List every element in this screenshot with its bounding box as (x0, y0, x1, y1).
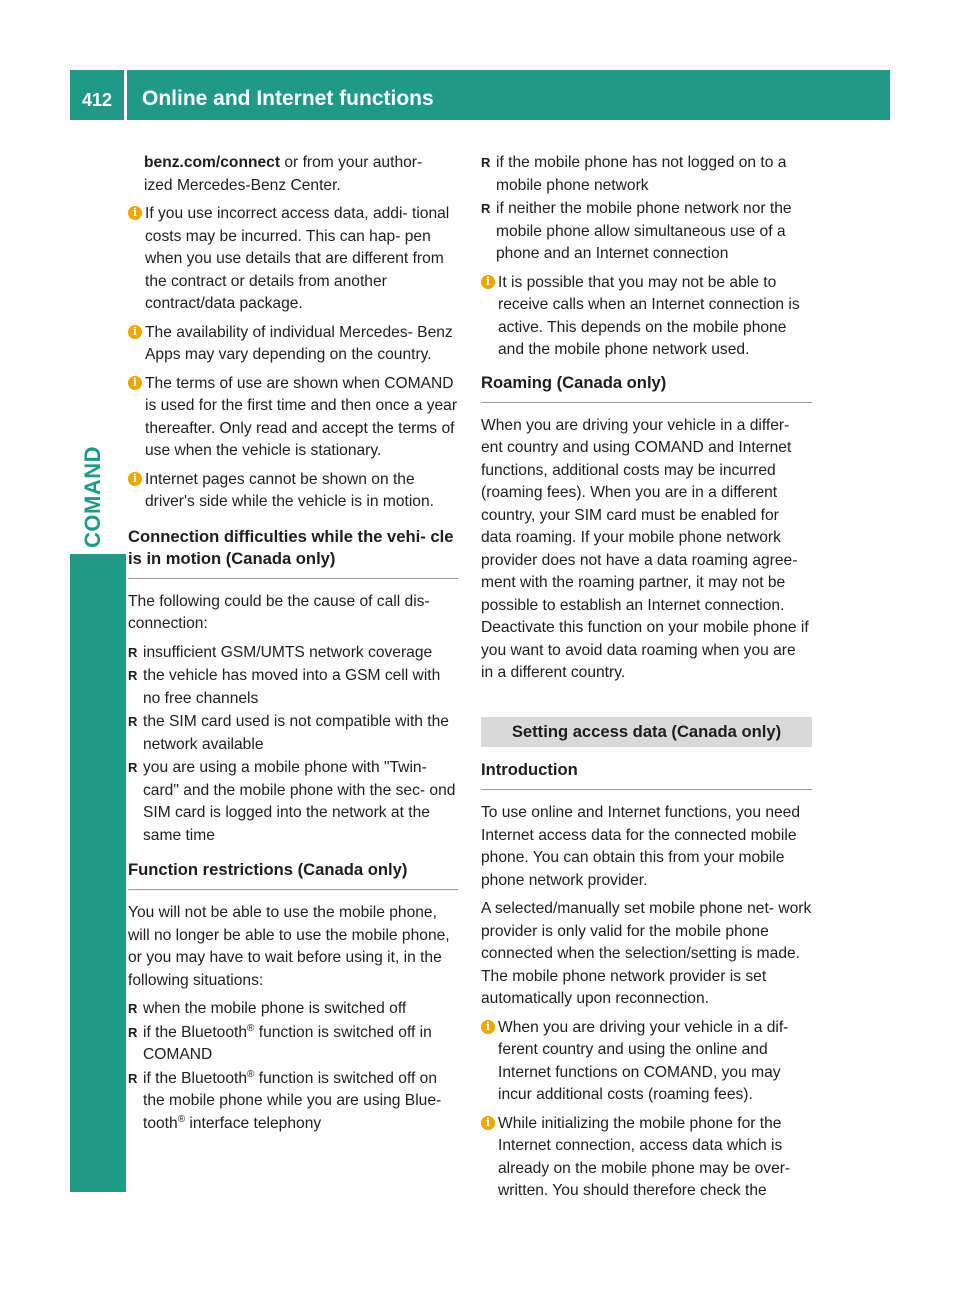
header-separator (124, 70, 127, 120)
info-note: i The availability of individual Mercedes- Benz Apps may vary depending on the country. (128, 322, 458, 367)
intro-paragraph: benz.com/connect or from your author- ized Mercedes-Benz Center. (144, 154, 423, 194)
bullet-icon: R (128, 668, 138, 683)
list-item: R if the mobile phone has not logged on to a mobile phone network (481, 154, 787, 194)
function-list-continued (481, 152, 812, 266)
info-icon: i (128, 206, 142, 220)
connection-list (128, 642, 458, 848)
info-note: i It is possible that you may not be able to receive calls when an Internet connection is active. This depends on the mobile phone and the mobile phone network used. (481, 272, 812, 362)
heading-connection-difficulties: Connection difficulties while the vehi- cle is in motion (Canada only) (128, 526, 458, 579)
list-item: R insufficient GSM/UMTS network coverage (128, 642, 458, 665)
list-item: R the SIM card used is not compatible with the network available (128, 713, 449, 753)
side-color-block (70, 554, 126, 1192)
list-item: R if neither the mobile phone network nor the mobile phone allow simultaneous use of a phone and an Internet connection (481, 200, 792, 262)
info-icon: i (481, 1116, 495, 1130)
info-icon: i (481, 1020, 495, 1034)
left-column (128, 152, 458, 1141)
info-note: i Internet pages cannot be shown on the driver's side while the vehicle is in motion. (128, 469, 458, 514)
function-intro: You will not be able to use the mobile phone, will no longer be able to use the mobile phone, or you may have to wait before using it, in the following situations: (128, 904, 450, 989)
info-icon: i (481, 275, 495, 289)
function-list (128, 998, 458, 1135)
connection-intro: The following could be the cause of call dis- connection: (128, 592, 430, 632)
info-note: i The terms of use are shown when COMAND is used for the first time and then once a year thereafter. Only read and accept the terms of use when the vehicle is stationary. (128, 373, 458, 463)
info-icon: i (128, 472, 142, 486)
registered-mark: ® (177, 1113, 186, 1125)
heading-roaming: Roaming (Canada only) (481, 372, 812, 403)
intro-paragraph-2: A selected/manually set mobile phone net- work provider is only valid for the mobile phone connected when the selection/setting is made. The mobile phone network provider is set automatically upon reconnection. (481, 900, 812, 1007)
page-number: 412 (81, 90, 113, 110)
info-icon: i (128, 376, 142, 390)
bullet-icon: R (128, 760, 138, 775)
bullet-icon: R (481, 201, 491, 216)
list-item: R the vehicle has moved into a GSM cell with no free channels (128, 667, 441, 707)
heading-introduction: Introduction (481, 759, 812, 790)
bullet-icon: R (128, 1070, 138, 1086)
right-column (481, 152, 812, 1209)
list-item: R you are using a mobile phone with "Twin- card" and the mobile phone with the sec- ond SIM card is logged into the network at the same time (128, 759, 456, 844)
bullet-icon: R (481, 155, 491, 170)
section-title-access-data: Setting access data (Canada only) (481, 717, 812, 748)
roaming-paragraph: When you are driving your vehicle in a differ- ent country and using COMAND and Internet functions, additional costs may be incurred (roaming fees). When you are in a different country, your SIM card must be enabled for data roaming. If your mobile phone network provider does not have a data roaming agree- ment with the roaming partner, it may not be possible to establish an Internet connection. Deactivate this function on your mobile phone if you want to avoid data roaming when you are in a different country. (481, 416, 809, 681)
list-item: R when the mobile phone is switched off (128, 998, 458, 1021)
list-item: R if the Bluetooth® function is switched off in COMAND (128, 1022, 432, 1063)
info-note: i If you use incorrect access data, addi- tional costs may be incurred. This can hap- pen when you use details that are different from the contract or details from another contract/data package. (128, 203, 458, 316)
info-icon: i (128, 325, 142, 339)
list-item: R if the Bluetooth® function is switched off on the mobile phone while you are using Blue- tooth® interface telephony (128, 1068, 442, 1132)
bullet-icon: R (128, 644, 138, 660)
bullet-icon: R (128, 714, 138, 729)
side-tab-label (80, 508, 106, 548)
page-title: Online and Internet functions (142, 87, 434, 110)
bullet-icon: R (128, 1024, 138, 1040)
heading-function-restrictions: Function restrictions (Canada only) (128, 859, 458, 890)
bullet-icon: R (128, 1001, 138, 1016)
intro-url: benz.com/connect (144, 154, 281, 171)
registered-mark: ® (247, 1068, 255, 1080)
registered-mark: ® (247, 1022, 255, 1034)
intro-paragraph-1: To use online and Internet functions, you need Internet access data for the connected mobile phone. You can obtain this from your mobile phone network provider. (481, 804, 801, 889)
info-note: i While initializing the mobile phone for the Internet connection, access data which is already on the mobile phone may be over- written. You should therefore check the (481, 1113, 812, 1203)
info-note: i When you are driving your vehicle in a dif- ferent country and using the online and Internet functions on COMAND, you may incur additional costs (roaming fees). (481, 1017, 812, 1107)
